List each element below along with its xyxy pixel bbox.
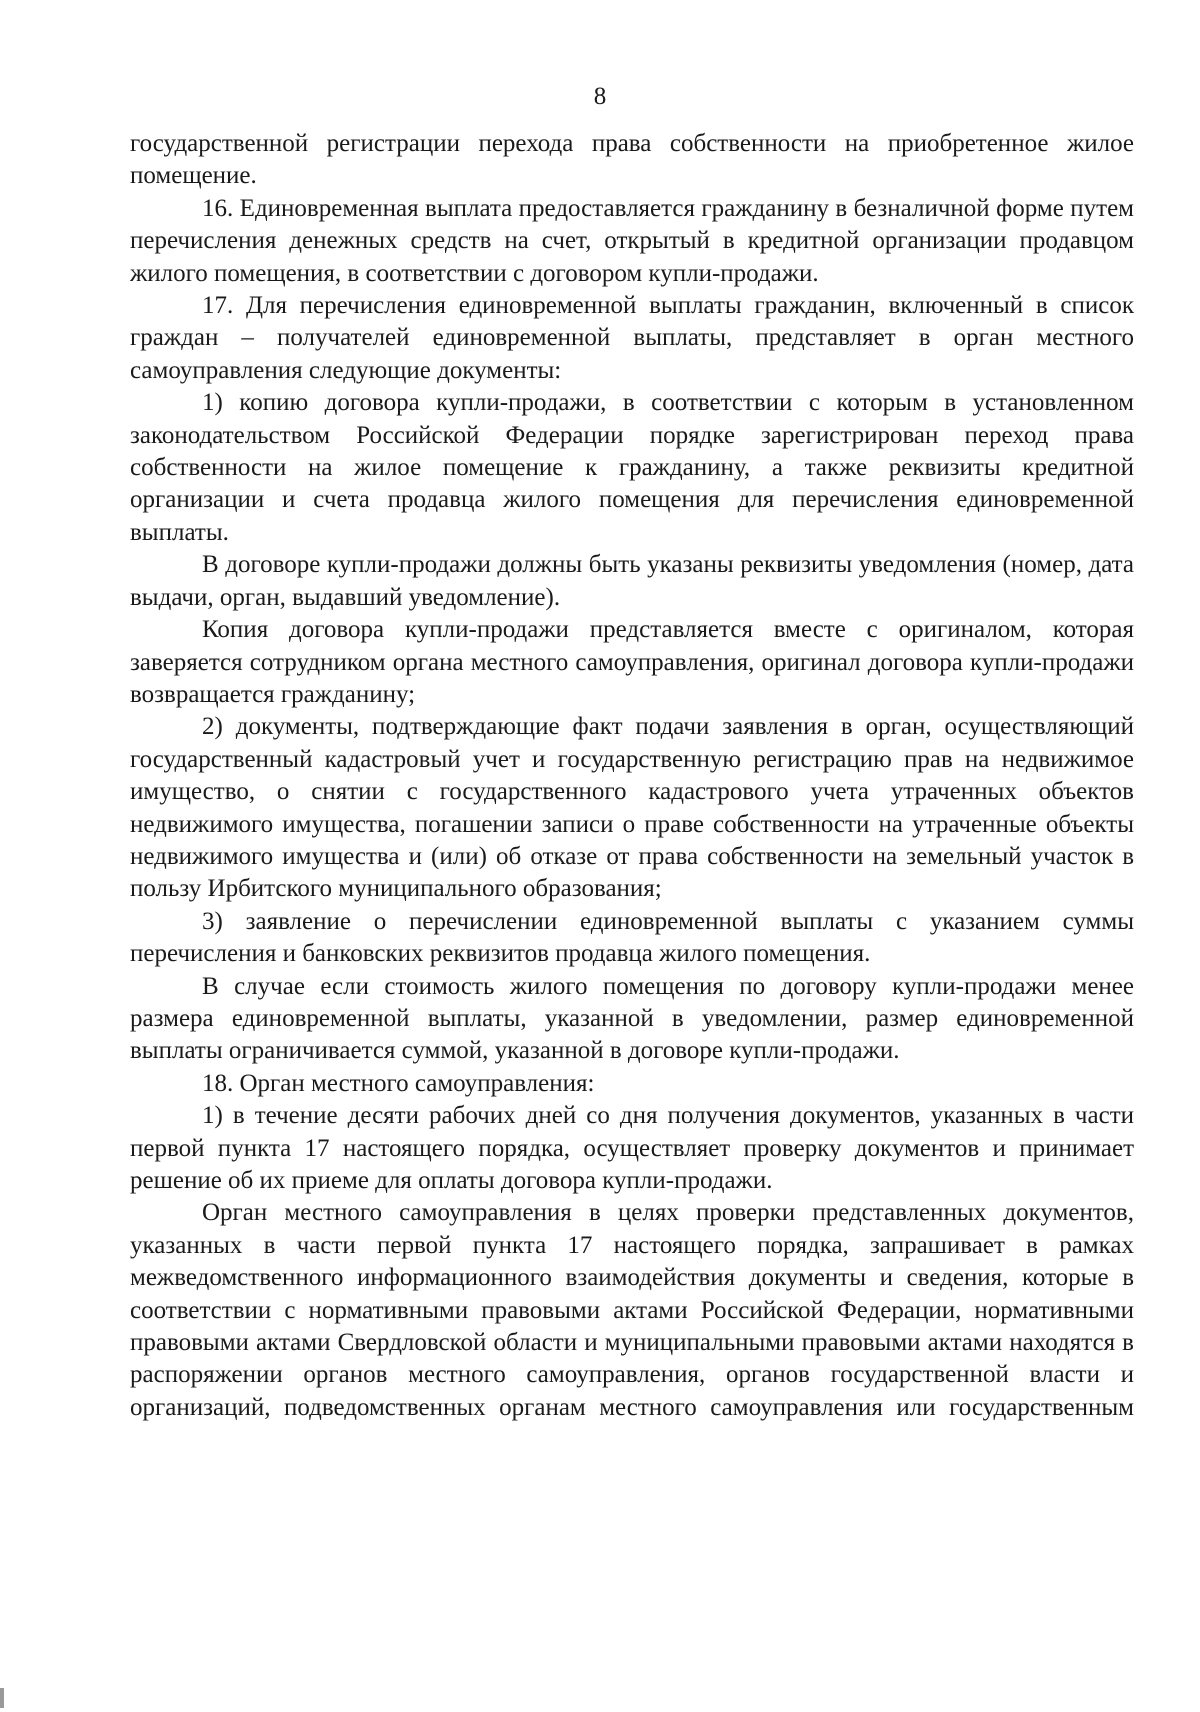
paragraph: государственной регистрации перехода права собственности на приобретенное жилое помещение. [130,130,1134,190]
paragraph: В случае если стоимость жилого помещения по договору купли-продажи менее размера единовременной выплаты, указанной в уведомлении, размер единовременной выплаты ограничивается суммой, указанной в договоре купли-продажи. [130,972,1134,1065]
scan-edge-mark [0,1688,4,1708]
paragraph: 18. Орган местного самоуправления: [202,1069,595,1097]
paragraph: 2) документы, подтверждающие факт подачи заявления в орган, осуществляющий государственный кадастровый учет и государственную регистрацию прав на недвижимое имущество, о снятии с государственного кадастрового учета утраченных объектов недвижимого имущества, погашении записи о праве собственности на утраченные объекты недвижимого имущества и (или) об отказе от права собственности на земельный участок в пользу Ирбитского муниципального образования; [130,713,1134,903]
paragraph: 1) в течение десяти рабочих дней со дня получения документов, указанных в части первой пункта 17 настоящего порядка, осуществляет проверку документов и принимает решение об их приеме для оплаты договора купли-продажи. [130,1102,1134,1194]
document-body [130,128,1134,1424]
page-number: 8 [593,83,607,110]
paragraph: 3) заявление о перечислении единовременной выплаты с указанием суммы перечисления и банковских реквизитов продавца жилого помещения. [130,907,1134,968]
paragraph: 17. Для перечисления единовременной выплаты гражданин, включенный в список граждан – получателей единовременной выплаты, представляет в орган местного самоуправления следующие документы: [130,292,1134,384]
paragraph: Копия договора купли-продажи представляется вместе с оригиналом, которая заверяется сотрудником органа местного самоуправления, оригинал договора купли-продажи возвращается гражданину; [130,616,1134,708]
paragraph: 16. Единовременная выплата предоставляется гражданину в безналичной форме путем перечисления денежных средств на счет, открытый в кредитной организации продавцом жилого помещения, в соответствии с договором купли-продажи. [130,194,1134,287]
paragraph: В договоре купли-продажи должны быть указаны реквизиты уведомления (номер, дата выдачи, орган, выдавший уведомление). [130,551,1134,611]
paragraph: Орган местного самоуправления в целях проверки представленных документов, указанных в части первой пункта 17 настоящего порядка, запрашивает в рамках межведомственного информационного взаимодействия документы и сведения, которые в соответствии с нормативными правовыми актами Российской Федерации, нормативными правовыми актами Свердловской области и муниципальными правовыми актами находятся в распоряжении органов местного самоуправления, органов государственной власти и организаций, подведомственных органам местного самоуправления или государственным [130,1199,1134,1421]
paragraph: 1) копию договора купли-продажи, в соответствии с которым в установленном законодательством Российской Федерации порядке зарегистрирован переход права собственности на жилое помещение к гражданину, а также реквизиты кредитной организации и счета продавца жилого помещения для перечисления единовременной выплаты. [130,389,1134,546]
